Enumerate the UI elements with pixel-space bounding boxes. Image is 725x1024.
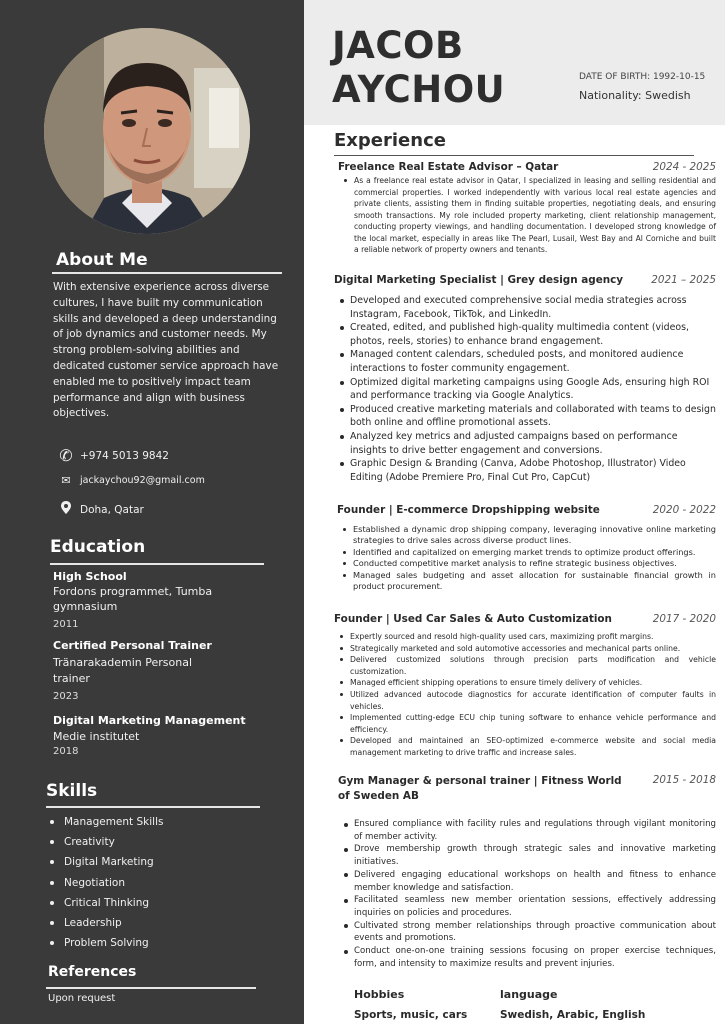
skill-item: Creativity xyxy=(50,832,163,852)
job-bullet: Strategically marketed and sold automotive accessories and mechanical parts online. xyxy=(334,643,716,655)
job-entry xyxy=(334,274,716,484)
job-bullet: Established a dynamic drop shipping company, leveraging innovative online marketing strategies to drive sales across diverse product lines. xyxy=(337,524,716,547)
contact-phone xyxy=(56,446,169,465)
job-bullets xyxy=(338,818,716,970)
job-bullet: Conducted competitive market analysis to refine strategic business objectives. xyxy=(337,558,716,569)
job-bullet: Analyzed key metrics and adjusted campaigns based on performance insights to drive better engagement and conversions. xyxy=(334,430,716,457)
job-bullets xyxy=(334,631,716,759)
job-bullet: Optimized digital marketing campaigns using Google Ads, ensuring high ROI and performance tracking via Google Analytics. xyxy=(334,376,716,403)
first-name: JACOB xyxy=(332,24,464,67)
location-pin-icon xyxy=(56,501,76,518)
job-title: Freelance Real Estate Advisor – Qatar xyxy=(338,161,559,173)
job-title: Founder | E-commerce Dropshipping website xyxy=(337,504,600,516)
job-bullet: Conduct one-on-one training sessions focusing on proper exercise techniques, form, and intensity to maximize results and prevent injuries. xyxy=(338,945,716,970)
education-title: High School xyxy=(53,570,127,583)
references-divider xyxy=(46,987,256,989)
job-bullet: Developed and maintained an SEO-optimized e-commerce website and social media management marketing to drive traffic and increase sales. xyxy=(334,735,716,758)
job-entry xyxy=(334,161,716,256)
job-bullet: Managed sales budgeting and asset allocation for sustainable financial growth in product procurement. xyxy=(337,570,716,593)
job-bullet: Delivered customized solutions through precision parts modification and vehicle customization. xyxy=(334,654,716,677)
skills-list xyxy=(50,812,163,953)
job-bullet: Managed efficient shipping operations to ensure timely delivery of vehicles. xyxy=(334,677,716,689)
sidebar xyxy=(0,0,304,1024)
job-date: 2015 - 2018 xyxy=(652,774,716,786)
job-bullet: Produced creative marketing materials and collaborated with teams to design both online and offline promotional assets. xyxy=(334,403,716,430)
about-divider xyxy=(52,272,282,274)
contact-location xyxy=(56,501,144,518)
job-bullets xyxy=(338,175,716,256)
nationality: Nationality: Swedish xyxy=(579,89,691,102)
header xyxy=(304,0,725,125)
job-bullets xyxy=(337,524,716,592)
last-name: AYCHOU xyxy=(332,68,506,111)
skills-heading: Skills xyxy=(46,781,98,801)
job-bullet: Developed and executed comprehensive social media strategies across Instagram, Facebook, TikTok, and LinkedIn. xyxy=(334,294,716,321)
job-bullet: Facilitated seamless new member orientation sessions, effectively addressing inquiries on policies and procedures. xyxy=(338,894,716,919)
hobbies-value: Sports, music, cars xyxy=(354,1009,468,1021)
job-bullet: Managed content calendars, scheduled posts, and monitored audience interactions to foster community engagement. xyxy=(334,348,716,375)
about-heading: About Me xyxy=(56,250,148,270)
skill-item: Leadership xyxy=(50,913,163,933)
experience-heading: Experience xyxy=(334,130,446,151)
skill-item: Problem Solving xyxy=(50,933,163,953)
job-bullet: Expertly sourced and resold high-quality used cars, maximizing profit margins. xyxy=(334,631,716,643)
date-of-birth: DATE OF BIRTH: 1992-10-15 xyxy=(579,72,706,82)
job-bullet: As a freelance real estate advisor in Qatar, I specialized in leasing and selling residential and commercial properties. I worked independently with various local real estate agencies and private clients, assisting them in finding suitable properties, negotiating deals, and ensuring smooth transactions. My role included property marketing, client relationship management, conducting property viewings, and handling documentation. I developed strong knowledge of the local market, especially in areas like The Pearl, Lusail, West Bay and Al Corniche and built a reliable network of property owners and tenants. xyxy=(338,175,716,256)
email-icon: ✉ xyxy=(61,474,71,487)
profile-photo xyxy=(44,28,250,234)
job-bullet: Utilized advanced autocode diagnostics for accurate identification of computer faults in vehicles. xyxy=(334,689,716,712)
education-school: Tränarakademin Personal trainer xyxy=(53,656,193,685)
job-date: 2020 - 2022 xyxy=(652,504,716,516)
job-bullet: Delivered engaging educational workshops on health and fitness to enhance member knowledge and satisfaction. xyxy=(338,869,716,894)
references-text: Upon request xyxy=(48,993,116,1004)
job-entry xyxy=(334,504,716,592)
education-item xyxy=(53,713,283,759)
education-divider xyxy=(50,563,264,565)
contact-email xyxy=(56,474,205,487)
education-item xyxy=(53,638,283,704)
job-entry xyxy=(334,613,716,759)
job-entry xyxy=(334,774,716,970)
job-title: Gym Manager & personal trainer | Fitness World of Sweden AB xyxy=(338,775,622,802)
phone-text: +974 5013 9842 xyxy=(80,449,169,462)
job-title: Founder | Used Car Sales & Auto Customization xyxy=(334,613,612,625)
full-name xyxy=(332,24,505,112)
job-bullet: Created, edited, and published high-quality multimedia content (videos, photos, reels, stories) to enhance brand engagement. xyxy=(334,321,716,348)
education-item xyxy=(53,569,283,632)
email-text: jackaychou92@gmail.com xyxy=(80,475,205,486)
phone-icon: ✆ xyxy=(59,446,73,465)
skill-item: Digital Marketing xyxy=(50,852,163,872)
education-year: 2011 xyxy=(53,619,79,630)
job-date: 2017 - 2020 xyxy=(652,613,716,625)
skills-divider xyxy=(46,806,260,808)
language-value: Swedish, Arabic, English xyxy=(500,1009,646,1021)
job-date: 2024 - 2025 xyxy=(652,161,716,173)
education-year: 2023 xyxy=(53,691,79,702)
job-bullet: Drove membership growth through strategic sales and innovative marketing initiatives. xyxy=(338,843,716,868)
job-bullet: Graphic Design & Branding (Canva, Adobe Photoshop, Illustrator) Video Editing (Adobe Premiere Pro, Final Cut Pro, CapCut) xyxy=(334,457,716,484)
skill-item: Negotiation xyxy=(50,873,163,893)
job-date: 2021 – 2025 xyxy=(651,274,716,286)
location-text: Doha, Qatar xyxy=(80,503,144,516)
portrait-image xyxy=(44,28,250,234)
education-title: Certified Personal Trainer xyxy=(53,639,212,652)
experience-divider xyxy=(334,155,694,156)
education-school: Fordons programmet, Tumba gymnasium xyxy=(53,585,213,613)
job-bullet: Identified and capitalized on emerging market trends to optimize product offerings. xyxy=(337,547,716,558)
education-school: Medie institutet xyxy=(53,730,140,743)
main-content xyxy=(304,125,725,1024)
education-heading: Education xyxy=(50,537,146,557)
education-year: 2018 xyxy=(53,746,79,757)
skill-item: Management Skills xyxy=(50,812,163,832)
job-bullet: Implemented cutting-edge ECU chip tuning software to enhance vehicle performance and efficiency. xyxy=(334,712,716,735)
job-bullets xyxy=(334,294,716,484)
references-heading: References xyxy=(48,964,137,980)
hobbies-heading: Hobbies xyxy=(354,988,405,1001)
education-title: Digital Marketing Management xyxy=(53,714,246,727)
about-text: With extensive experience across diverse cultures, I have built my communication skills and developed a deep understanding of job dynamics and customer needs. My strong problem-solving abilities and dedicated customer service approach have enabled me to positively impact team performance and align with business objectives. xyxy=(53,281,279,420)
language-heading: language xyxy=(500,988,558,1001)
job-bullet: Ensured compliance with facility rules and regulations through vigilant monitoring of member activity. xyxy=(338,818,716,843)
job-title: Digital Marketing Specialist | Grey design agency xyxy=(334,274,624,286)
skill-item: Critical Thinking xyxy=(50,893,163,913)
job-bullet: Cultivated strong member relationships through proactive communication about events and promotions. xyxy=(338,920,716,945)
